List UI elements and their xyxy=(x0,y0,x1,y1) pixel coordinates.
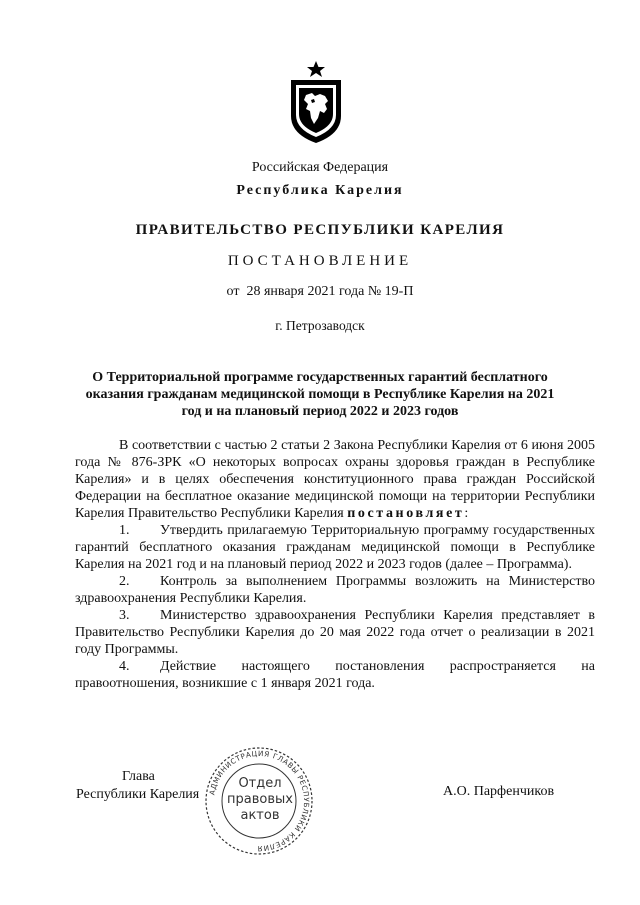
coat-of-arms-icon xyxy=(287,60,345,144)
signature-role-line1: Глава xyxy=(122,769,155,784)
item-number: 2. xyxy=(119,574,130,589)
item-number: 1. xyxy=(119,523,130,538)
signature-role-line2: Республики Карелия xyxy=(76,787,200,802)
document-title: О Территориальной программе государственных гарантий бесплатного оказания гражданам медицинской помощи в Республике Карелия на 2021 год и на плановый период 2022 и 2023 годов xyxy=(85,370,555,419)
document-type: ПОСТАНОВЛЕНИЕ xyxy=(227,253,413,269)
signatory-name: А.О. Парфенчиков xyxy=(443,784,555,799)
list-item xyxy=(75,658,595,692)
preamble xyxy=(75,437,595,522)
item-text: Министерство здравоохранения Республики Карелия представляет в Правительство Республики Карелия до 20 мая 2022 года отчет о реализации в 2021 году Программы. xyxy=(75,608,595,657)
republic-line: Республика Карелия xyxy=(236,183,404,198)
official-seal-icon xyxy=(203,745,315,857)
item-number: 3. xyxy=(119,608,130,623)
item-text: Утвердить прилагаемую Территориальную программу государственных гарантий бесплатного оказания гражданам медицинской помощи в Республике Карелия на 2021 год и на плановый период 2022 и 2023 годов (далее – Программа). xyxy=(75,523,595,572)
seal-line-3: актов xyxy=(240,808,280,823)
government-heading: ПРАВИТЕЛЬСТВО РЕСПУБЛИКИ КАРЕЛИЯ xyxy=(135,222,505,238)
list-item xyxy=(75,607,595,658)
item-text: Контроль за выполнением Программы возложить на Министерство здравоохранения Республики Карелия. xyxy=(75,574,595,606)
decree-word: постановляет xyxy=(347,506,465,521)
item-number: 4. xyxy=(119,659,130,674)
seal-line-1: Отдел xyxy=(238,776,282,791)
list-item xyxy=(75,573,595,607)
country-line: Российская Федерация xyxy=(251,160,389,175)
signature-role xyxy=(76,768,199,804)
list-item xyxy=(75,522,595,573)
document-body xyxy=(75,437,595,692)
document-city: г. Петрозаводск xyxy=(275,318,365,333)
preamble-text: В соответствии с частью 2 статьи 2 Закона Республики Карелия от 6 июня 2005 года № 876-ЗРК «О некоторых вопросах охраны здоровья граждан в Республике Карелия» и в целях обеспечения конституционного права граждан Российской Федерации на бесплатное оказание медицинской помощи на территории Республики Карелия Правительство Республики Карелия xyxy=(75,438,595,521)
seal-ring-text: АДМИНИСТРАЦИЯ ГЛАВЫ РЕСПУБЛИКИ КАРЕЛИЯ xyxy=(207,748,312,854)
document-date: от 28 января 2021 года № 19-П xyxy=(226,284,414,299)
seal-line-2: правовых xyxy=(227,792,293,807)
decree-colon: : xyxy=(464,506,469,521)
item-text: Действие настоящего постановления распространяется на правоотношения, возникшие с 1 января 2021 года. xyxy=(75,659,595,691)
